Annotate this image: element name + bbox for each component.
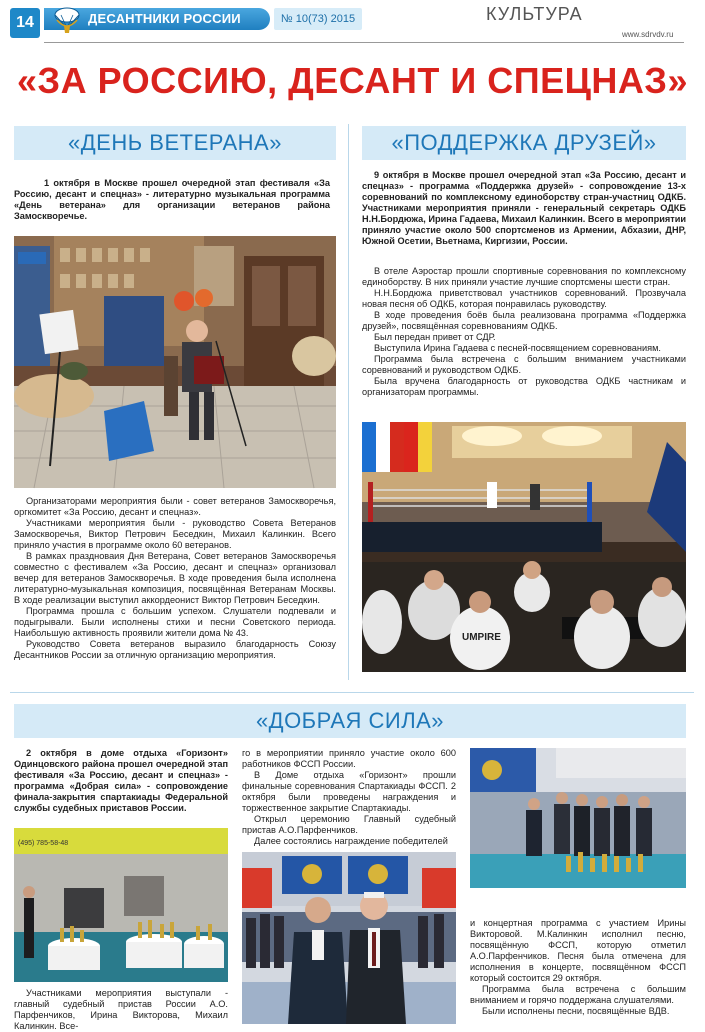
phone-sign: (495) 785-58-48 [18,840,69,847]
section-separator [10,692,694,693]
good-col2-p3: Открыл церемонию Главный судебный пристав А.О.Парфенчиков. [242,814,456,835]
veteran-p2: Участниками мероприятия были - руководство Совета Ветеранов Замоскворечья, Виктор Петрович Беседкин, Михаил Калинкин. Всего приняло участия в программе около 60 ветеранов. [14,518,336,550]
good-photo-awards [470,748,686,888]
good-photo-trophies [14,828,228,982]
friends-p6: Программа была встречена с большим вниманием участниками соревнований и руководством ОДКБ. [362,354,686,375]
page-number: 14 [10,8,40,38]
good-photo-officials [242,852,456,1024]
veteran-p3: В рамках праздноваия Дня Ветерана, Совет ветеранов Замоскворечья совместно с фестивалем «За Россию, десант и спецназ» организовал вечер для ветеранов Замоскворечья. В ходе проведения была исполнена литературно-музыкальная композиция, посвящённая Ветеранам Москвы. В ходе реализации выступил аккордеонист Виктор Петрович Беседкин. [14,551,336,605]
friends-p1: В отеле Аэростар прошли спортивные соревнования по комплексному единоборству. В них приняли участие лучшие спортсмены шести стран. [362,266,686,287]
friends-lead-text: 9 октября в Москве прошел очередной этап «За Россию, десант и спецназ» - программа «Поддержка друзей» - сопровождение 13-х соревнований по комплексному единоборству стран-участниц ОДКБ. Участниками мероприятия приняли - генеральный секретарь ОДКБ Н.Н.Бордюжа, Ирина Гадаева, Михаил Калинкин. Всего в мероприятии приняло участие около 500 спортсменов из Армении, Абхазии, ДНР, Южной Осетии, Вьетнама, Киргизии, России. [362,170,686,246]
page-header [0,0,705,50]
section-name: КУЛЬТУРА [486,4,583,24]
good-lead [14,748,228,814]
site-url[interactable]: www.sdrvdv.ru [622,30,674,39]
good-col2-p2: В Доме отдыха «Горизонт» прошли финальные соревнования Спартакиады ФССП. 2 октября были проведены награждения и торжественное закрытие Спартакиады. [242,770,456,813]
good-lead-text: 2 октября в доме отдыха «Горизонт» Одинцовского района прошел очередной этап фестиваля «За Россию, десант и спецназ» - программа «Добрая сила» - сопровождение финала-закрытия спартакиады Федеральной службы судебных приставов России. [14,748,228,813]
veteran-heading: «ДЕНЬ ВЕТЕРАНА» [14,126,336,160]
veteran-p4: Программа прошла с большим успехом. Слушатели подпевали и подыгрывали. Были исполнены стихи и песни Советского периода. Наибольшую активность проявили жители дома № 43. [14,606,336,638]
good-col3-p2: Программа была встречена с большим вниманием и горячо поддержана слушателями. [470,984,686,1005]
header-rule [44,42,684,43]
good-col2-p4: Далее состоялись награждение победителей [254,836,448,846]
friends-p7: Была вручена благодарность от руководства ОДКБ частникам и организаторам программы. [362,376,686,397]
friends-lead [362,170,686,247]
friends-p2: Н.Н.Бордюжа приветствовал участников соревнований. Прозвучала новая песня об ОДКБ, которая понравилась руководству. [362,288,686,309]
main-title: «ЗА РОССИЮ, ДЕСАНТ И СПЕЦНАЗ» [17,60,688,101]
friends-photo [362,422,686,672]
good-col3 [470,918,686,1017]
friends-p4: Был передан привет от СДР. [374,332,496,342]
good-col2-p1: го в мероприятии приняло участие около 600 работников ФССП России. [242,748,456,769]
umpire-label: UMPIRE [462,632,501,643]
veteran-p1: Организаторами мероприятия были - совет ветеранов Замоскворечья, оргкомитет «За Россию, десант и спецназ». [14,496,336,517]
good-col1-end-text: Участниками мероприятия выступали - главный судебный пристав России А.О. Парфенчиков, Ирина Викторова, Михаил Калинкин. Все- [14,988,228,1031]
paratrooper-emblem-icon [52,6,82,34]
veteran-p5: Руководство Совета ветеранов выразило благодарность Союзу Десантников России за отличную организацию мероприятия. [14,639,336,660]
good-col1-end [14,988,228,1032]
veteran-lead [14,178,336,222]
good-col3-p1: и концертная программа с участием Ирины Викторовой. М.Калинкин исполнил песню, посвящённую ФССП, которую отметил А.О.Парфенчиков. Песня была отмечена для исполнения в концерте, посвящённом ФССП который состоится 29 октября. [470,918,686,983]
friends-p3: В ходе проведения боёв была реализована программа «Поддержка друзей», посвящённая соревнованиям ОДКБ. [362,310,686,331]
column-divider [348,124,349,680]
good-heading: «ДОБРАЯ СИЛА» [14,704,686,738]
issue-number: № 10(73) 2015 [274,8,362,30]
good-col2 [242,748,456,847]
veteran-photo [14,236,336,488]
veteran-body [14,496,336,661]
friends-heading: «ПОДДЕРЖКА ДРУЗЕЙ» [362,126,686,160]
veteran-lead-text: 1 октября в Москве прошел очередной этап фестиваля «За Россию, десант и спецназ» - литературно музыкальная программа «День ветерана» для организации ветеранов района Замоскворечье. [14,178,330,221]
good-col3-p3: Были исполнены песни, посвящённые ВДВ. [482,1006,670,1016]
friends-p5: Выступила Ирина Гадаева с песней-посвящением соревнованиям. [374,343,661,353]
friends-body [362,266,686,398]
publication-title: ДЕСАНТНИКИ РОССИИ [88,11,241,26]
